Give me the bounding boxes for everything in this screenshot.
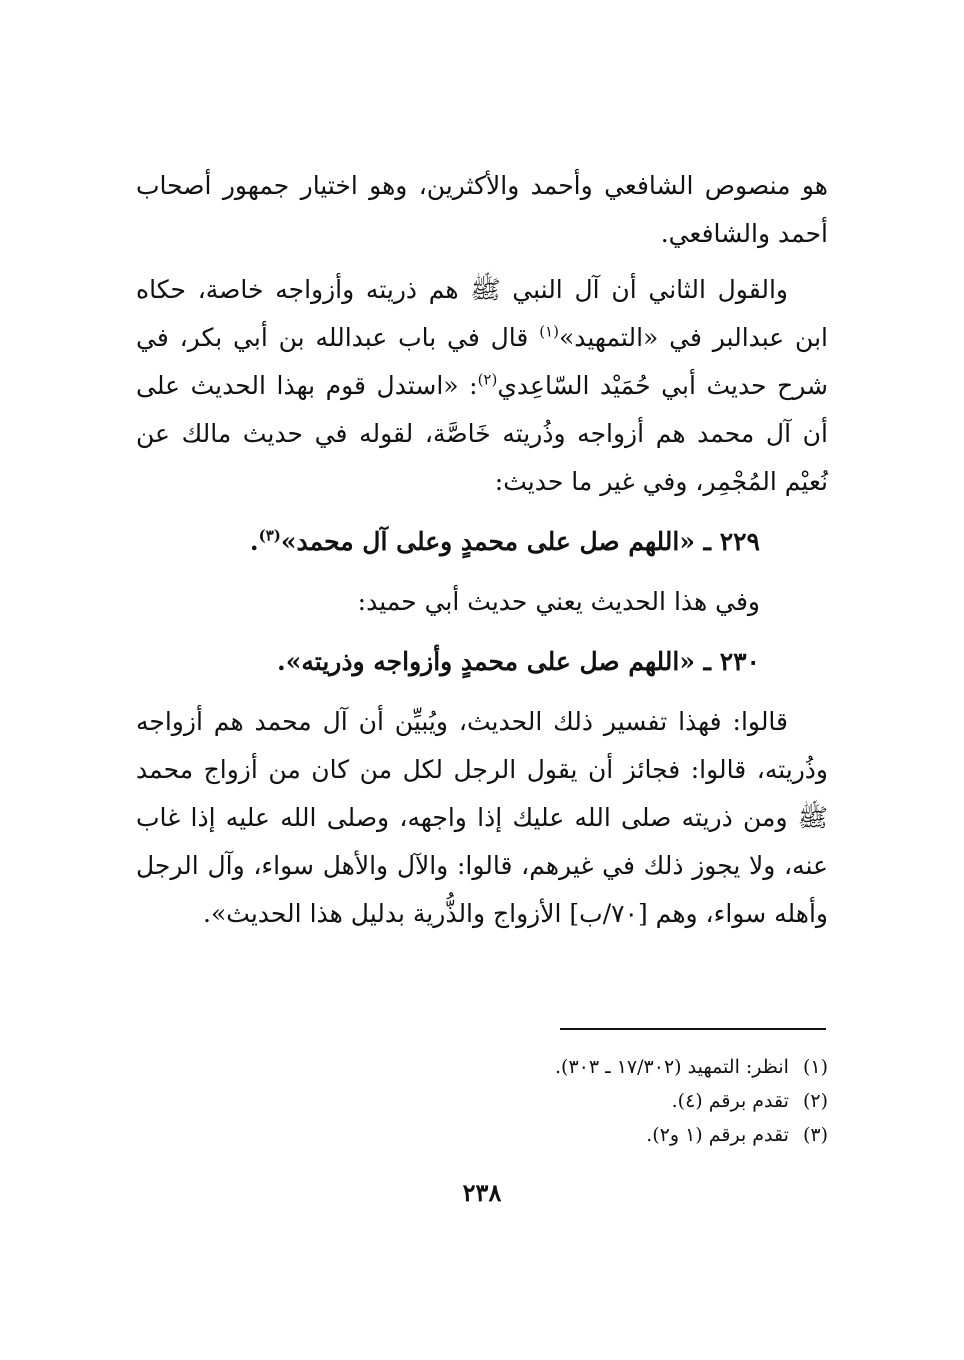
main-text bbox=[136, 162, 828, 938]
footnote-1 bbox=[136, 1050, 828, 1084]
footnote-2 bbox=[136, 1084, 828, 1118]
narration-229-end: . bbox=[249, 527, 259, 556]
footnote-3-number: (٣) bbox=[802, 1124, 828, 1146]
footnote-divider bbox=[560, 1028, 826, 1030]
paragraph-2 bbox=[136, 266, 828, 506]
paragraph-2-part-c: : «استدل قوم بهذا الحديث على أن آل محمد هم أزواجه وذُريته خَاصَّة، لقوله في حديث مالك عن نُعيْم المُجْمِر، وفي غير ما حديث: bbox=[136, 371, 828, 496]
paragraph-3: قالوا: فهذا تفسير ذلك الحديث، ويُبيِّن أن آل محمد هم أزواجه وذُريته، قالوا: فجائز أن يقول الرجل لكل من كان من أزواج محمد ﷺ ومن ذريته صلى الله عليك إذا واجهه، وصلى الله عليه إذا غاب عنه، ولا يجوز ذلك في غيرهم، قالوا: والآل والأهل سواء، وآل الرجل وأهله سواء، وهم [٧٠/ب] الأزواج والذُّرية بدليل هذا الحديث». bbox=[136, 707, 828, 928]
footnote-3 bbox=[136, 1118, 828, 1152]
interlude-line: وفي هذا الحديث يعني حديث أبي حميد: bbox=[357, 587, 760, 616]
footnote-ref-1[interactable]: (١) bbox=[539, 322, 559, 341]
footnotes bbox=[136, 1050, 828, 1152]
footnote-2-text: تقدم برقم (٤). bbox=[671, 1090, 789, 1112]
paragraph-2-part-a: والقول الثاني أن آل النبي ﷺ هم ذريته وأزواجه خاصة، حكاه ابن عبدالبر في «التمهيد» bbox=[136, 275, 828, 352]
footnote-2-number: (٢) bbox=[802, 1090, 828, 1112]
narration-230: ٢٣٠ ـ «اللهم صل على محمدٍ وأزواجه وذريته». bbox=[277, 647, 760, 676]
footnote-ref-3[interactable]: (٣) bbox=[258, 526, 281, 545]
footnote-1-number: (١) bbox=[802, 1056, 828, 1078]
footnote-3-text: تقدم برقم (١ و٢). bbox=[646, 1124, 789, 1146]
footnote-ref-2[interactable]: (٢) bbox=[477, 370, 498, 389]
paragraph-1: هو منصوص الشافعي وأحمد والأكثرين، وهو اختيار جمهور أصحاب أحمد والشافعي. bbox=[136, 171, 828, 248]
narration-229-text: ٢٢٩ ـ «اللهم صل على محمدٍ وعلى آل محمد» bbox=[280, 527, 760, 556]
footnote-1-text: انظر: التمهيد (١٧/٣٠٢ ـ ٣٠٣). bbox=[554, 1056, 789, 1078]
page-number: ٢٣٨ bbox=[462, 1178, 502, 1207]
narration-229 bbox=[136, 518, 828, 566]
paragraph-2-part-b: قال في باب عبدالله بن أبي بكر، في شرح حديث أبي حُمَيْد السّاعِدي bbox=[136, 323, 828, 400]
